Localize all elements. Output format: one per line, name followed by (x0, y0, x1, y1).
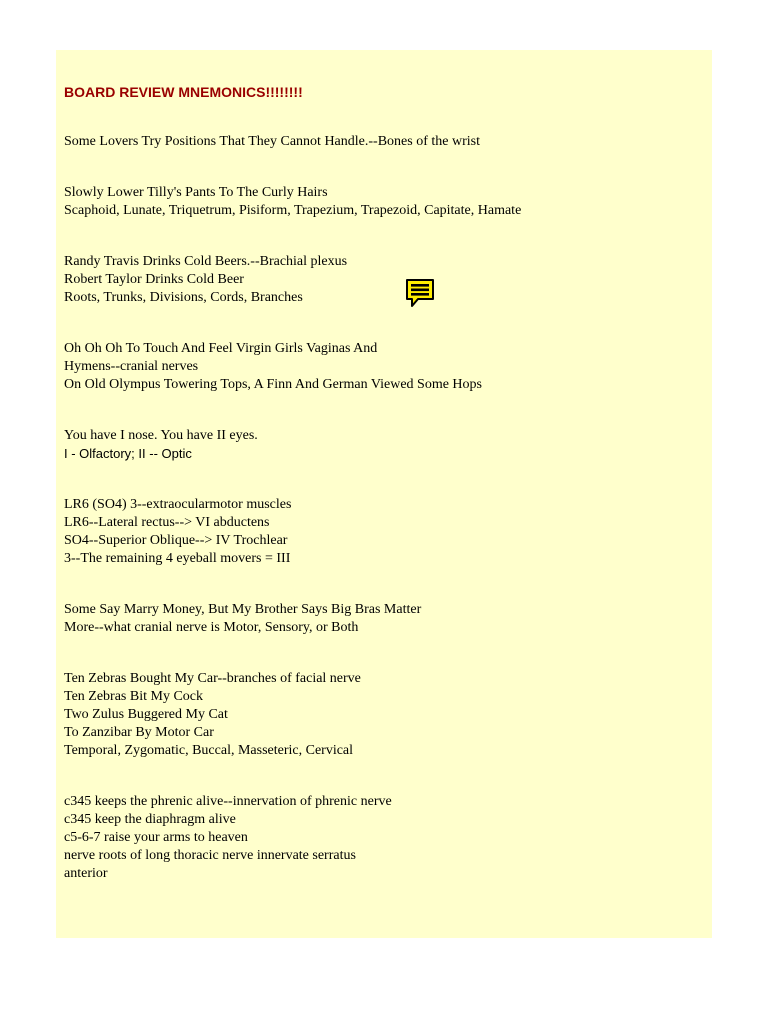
text-line: 3--The remaining 4 eyeball movers = III (64, 551, 291, 566)
mnemonic-group-nerve-types (64, 601, 684, 637)
mnemonics-content (64, 133, 684, 916)
mnemonic-group-brachial-plexus (64, 253, 684, 307)
text-line: Roots, Trunks, Divisions, Cords, Branches (64, 290, 303, 305)
text-line: Randy Travis Drinks Cold Beers.--Brachial plexus (64, 254, 348, 269)
text-line: More--what cranial nerve is Motor, Sensory, or Both (64, 620, 359, 635)
note-annotation-icon[interactable] (404, 277, 436, 309)
text-line: Oh Oh Oh To Touch And Feel Virgin Girls Vaginas And (64, 341, 378, 356)
text-line: On Old Olympus Towering Tops, A Finn And German Viewed Some Hops (64, 377, 482, 392)
text-line: Hymens--cranial nerves (64, 359, 199, 374)
text-line: LR6 (SO4) 3--extraocularmotor muscles (64, 497, 292, 512)
mnemonic-group-wrist-bones (64, 133, 684, 151)
document-page (56, 50, 712, 938)
text-line: You have I nose. You have II eyes. (64, 428, 258, 443)
text-line: LR6--Lateral rectus--> VI abductens (64, 515, 270, 530)
text-line: Scaphoid, Lunate, Triquetrum, Pisiform, Trapezium, Trapezoid, Capitate, Hamate (64, 203, 522, 218)
mnemonic-group-facial-nerve (64, 670, 684, 760)
text-line: c345 keep the diaphragm alive (64, 812, 236, 827)
text-line: SO4--Superior Oblique--> IV Trochlear (64, 533, 288, 548)
document-title: BOARD REVIEW MNEMONICS!!!!!!!! (64, 84, 303, 100)
text-line: Ten Zebras Bit My Cock (64, 689, 203, 704)
text-line: c5-6-7 raise your arms to heaven (64, 830, 248, 845)
text-line: Some Lovers Try Positions That They Cannot Handle.--Bones of the wrist (64, 134, 480, 149)
text-line: Two Zulus Buggered My Cat (64, 707, 228, 722)
text-line: Temporal, Zygomatic, Buccal, Masseteric, Cervical (64, 743, 354, 758)
text-line: anterior (64, 866, 108, 881)
text-line: nerve roots of long thoracic nerve innervate serratus (64, 848, 356, 863)
mnemonic-group-phrenic-nerve (64, 793, 684, 883)
text-line: Slowly Lower Tilly's Pants To The Curly Hairs (64, 185, 328, 200)
text-line: I - Olfactory; II -- Optic (64, 446, 192, 461)
text-line: Ten Zebras Bought My Car--branches of facial nerve (64, 671, 361, 686)
mnemonic-group-carpal-bones (64, 184, 684, 220)
mnemonic-group-extraocular-muscles (64, 496, 684, 568)
text-line: Some Say Marry Money, But My Brother Says Big Bras Matter (64, 602, 422, 617)
text-line: To Zanzibar By Motor Car (64, 725, 214, 740)
mnemonic-group-olfactory-optic (64, 427, 684, 463)
text-line: Robert Taylor Drinks Cold Beer (64, 272, 244, 287)
text-line: c345 keeps the phrenic alive--innervation of phrenic nerve (64, 794, 392, 809)
mnemonic-group-cranial-nerves (64, 340, 684, 394)
